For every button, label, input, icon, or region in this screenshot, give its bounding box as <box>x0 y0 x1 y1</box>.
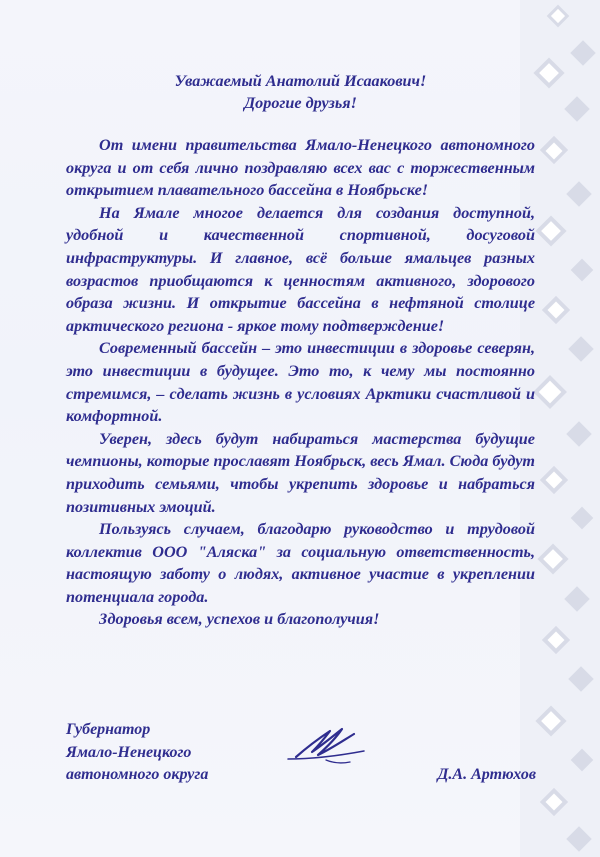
greeting-spacer <box>66 114 535 134</box>
signature-title-line-3: автономного округа <box>66 766 209 783</box>
signature-title-line-2: Ямало-Ненецкого <box>66 743 192 761</box>
signature-block <box>66 719 536 799</box>
paragraph-2: На Ямале многое делается для создания доступной, удобной и качественной спортивной, досуговой инфраструктуры. И главное, всё больше ямальцев разных возрастов приобщаются к ценностям активного, здорового образа жизни. И открытие бассейна в нефтяной столице арктического региона - яркое тому подтверждение! <box>66 203 535 335</box>
paragraph-5: Пользуясь случаем, благодарю руководство и трудовой коллектив ООО "Аляска" за социальную ответственность, настоящую заботу о людях, активное участие в укреплении потенциала города. <box>66 520 535 606</box>
signature-name: Д.А. Артюхов <box>437 766 536 783</box>
letter-body <box>66 70 535 631</box>
paragraph-4: Уверен, здесь будут набираться мастерства будущие чемпионы, которые прославят Ноябрьск, весь Ямал. Сюда будут приходить семьями, чтобы укрепить здоровье и набраться позитивных эмоций. <box>66 429 535 516</box>
signature-title <box>66 719 208 787</box>
signature-icon <box>278 717 374 771</box>
paragraph-6: Здоровья всем, успехов и благополучия! <box>99 610 380 629</box>
paragraph-3: Современный бассейн – это инвестиции в здоровье северян, это инвестиции в будущее. Это то, к чему мы постоянно стремимся, – сделать жизнь в условиях Арктики счастливой и комфортной. <box>66 339 535 426</box>
greeting-line-2: Дорогие друзья! <box>244 94 357 112</box>
greeting-line-1: Уважаемый Анатолий Исаакович! <box>174 72 427 90</box>
paragraph-1: От имени правительства Ямало-Ненецкого автономного округа и от себя лично поздравляю всех вас с торжественным открытием плавательного бассейна в Ноябрьске! <box>66 136 535 200</box>
signature-title-line-1: Губернатор <box>66 721 151 738</box>
